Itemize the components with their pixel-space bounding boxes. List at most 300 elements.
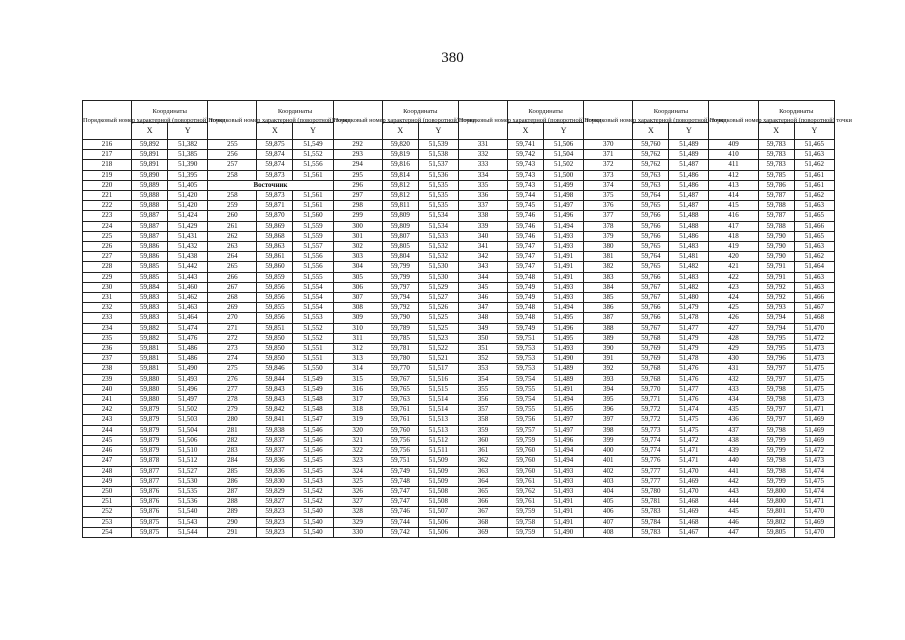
y-coordinate-cell: 51,527	[418, 293, 458, 303]
x-coordinate-cell: 59,829	[257, 486, 293, 496]
x-coordinate-cell: 59,766	[633, 211, 669, 221]
y-coordinate-cell: 51,474	[794, 466, 834, 476]
y-coordinate-cell: 51,513	[418, 425, 458, 435]
y-coordinate-cell: 51,478	[669, 354, 709, 364]
y-coordinate-cell: 51,471	[669, 456, 709, 466]
x-coordinate-cell: 59,749	[508, 293, 544, 303]
y-coordinate-cell: 51,546	[293, 425, 333, 435]
x-coordinate-cell: 59,748	[508, 303, 544, 313]
x-coordinate-cell: 59,761	[382, 405, 418, 415]
table-row	[83, 364, 835, 374]
point-number-cell: 404	[584, 486, 633, 496]
y-coordinate-cell: 51,497	[544, 201, 584, 211]
x-coordinate-cell: 59,873	[257, 191, 293, 201]
y-coordinate-cell: 51,554	[293, 293, 333, 303]
y-coordinate-cell: 51,466	[794, 293, 834, 303]
y-coordinate-cell: 51,486	[168, 354, 208, 364]
x-coordinate-cell: 59,859	[257, 272, 293, 282]
point-number-cell: 264	[208, 252, 257, 262]
point-number-cell: 232	[83, 303, 132, 313]
y-coordinate-cell: 51,508	[418, 486, 458, 496]
y-coordinate-cell: 51,497	[168, 395, 208, 405]
point-number-cell: 310	[333, 323, 382, 333]
point-number-cell: 294	[333, 160, 382, 170]
point-number-cell: 265	[208, 262, 257, 272]
y-coordinate-cell: 51,514	[418, 395, 458, 405]
y-coordinate-cell: 51,521	[418, 354, 458, 364]
y-coordinate-cell: 51,499	[544, 180, 584, 190]
point-number-cell: 421	[709, 262, 758, 272]
x-coordinate-cell: 59,745	[508, 201, 544, 211]
y-coordinate-cell: 51,502	[168, 405, 208, 415]
table-row	[83, 191, 835, 201]
x-coordinate-cell: 59,762	[633, 160, 669, 170]
point-number-cell: 416	[709, 211, 758, 221]
y-coordinate-cell: 51,493	[544, 344, 584, 354]
y-coordinate-cell: 51,487	[669, 160, 709, 170]
y-coordinate-cell: 51,474	[168, 323, 208, 333]
y-coordinate-cell: 51,476	[669, 364, 709, 374]
point-number-cell: 348	[458, 313, 507, 323]
y-coordinate-cell: 51,465	[794, 140, 834, 150]
x-coordinate-cell: 59,798	[758, 395, 794, 405]
table-row	[83, 323, 835, 333]
table-row	[83, 507, 835, 517]
y-coordinate-cell: 51,537	[418, 160, 458, 170]
y-coordinate-cell: 51,493	[544, 466, 584, 476]
y-coordinate-cell: 51,540	[293, 507, 333, 517]
y-coordinate-cell: 51,486	[168, 344, 208, 354]
y-coordinate-cell: 51,517	[418, 364, 458, 374]
x-coordinate-cell: 59,799	[758, 446, 794, 456]
point-number-cell: 249	[83, 476, 132, 486]
point-number-cell: 353	[458, 364, 507, 374]
y-coordinate-cell: 51,482	[669, 282, 709, 292]
point-number-cell: 235	[83, 333, 132, 343]
y-coordinate-cell: 51,495	[544, 405, 584, 415]
y-coordinate-cell: 51,545	[293, 466, 333, 476]
point-number-cell: 298	[333, 201, 382, 211]
point-number-cell: 226	[83, 242, 132, 252]
y-coordinate-cell: 51,475	[794, 374, 834, 384]
x-coordinate-cell: 59,774	[633, 435, 669, 445]
y-axis-header: Y	[418, 123, 458, 140]
y-coordinate-cell: 51,532	[418, 252, 458, 262]
x-coordinate-cell: 59,784	[633, 517, 669, 527]
point-number-cell: 355	[458, 384, 507, 394]
x-coordinate-cell: 59,760	[508, 446, 544, 456]
x-coordinate-cell: 59,765	[633, 242, 669, 252]
y-coordinate-cell: 51,481	[669, 252, 709, 262]
point-number-cell: 333	[458, 160, 507, 170]
y-coordinate-cell: 51,535	[168, 486, 208, 496]
point-number-cell: 254	[83, 527, 132, 537]
x-coordinate-cell: 59,809	[382, 211, 418, 221]
y-coordinate-cell: 51,508	[418, 497, 458, 507]
point-number-cell: 239	[83, 374, 132, 384]
y-coordinate-cell: 51,477	[669, 384, 709, 394]
y-coordinate-cell: 51,465	[794, 231, 834, 241]
x-coordinate-cell: 59,760	[633, 140, 669, 150]
x-coordinate-cell: 59,788	[758, 201, 794, 211]
x-coordinate-cell: 59,836	[257, 466, 293, 476]
point-number-cell: 350	[458, 333, 507, 343]
x-coordinate-cell: 59,763	[633, 180, 669, 190]
x-coordinate-cell: 59,790	[758, 231, 794, 241]
x-coordinate-cell: 59,856	[257, 293, 293, 303]
point-number-cell: 380	[584, 242, 633, 252]
point-number-cell: 332	[458, 150, 507, 160]
x-coordinate-cell: 59,879	[132, 405, 168, 415]
x-coordinate-cell: 59,841	[257, 415, 293, 425]
x-coordinate-cell: 59,795	[758, 344, 794, 354]
point-number-cell: 272	[208, 333, 257, 343]
y-coordinate-cell: 51,462	[794, 252, 834, 262]
y-coordinate-cell: 51,470	[669, 486, 709, 496]
point-number-header: Порядковый номер характерной (поворотной) точки	[208, 101, 257, 140]
x-coordinate-cell: 59,886	[132, 252, 168, 262]
point-number-cell: 399	[584, 435, 633, 445]
y-coordinate-cell: 51,462	[794, 160, 834, 170]
table-row	[83, 405, 835, 415]
point-number-cell: 276	[208, 374, 257, 384]
point-number-cell: 299	[333, 211, 382, 221]
y-coordinate-cell: 51,507	[418, 507, 458, 517]
point-number-cell: 286	[208, 476, 257, 486]
y-coordinate-cell: 51,544	[168, 527, 208, 537]
point-number-cell: 271	[208, 323, 257, 333]
table-row	[83, 486, 835, 496]
x-coordinate-cell: 59,748	[382, 476, 418, 486]
point-number-cell: 252	[83, 507, 132, 517]
y-coordinate-cell: 51,506	[418, 517, 458, 527]
x-coordinate-cell: 59,744	[508, 191, 544, 201]
y-coordinate-cell: 51,496	[544, 435, 584, 445]
point-number-cell: 284	[208, 456, 257, 466]
y-coordinate-cell: 51,443	[168, 272, 208, 282]
x-coordinate-cell: 59,781	[633, 497, 669, 507]
x-coordinate-cell: 59,751	[382, 456, 418, 466]
point-number-cell: 408	[584, 527, 633, 537]
y-coordinate-cell: 51,470	[794, 507, 834, 517]
point-number-cell: 290	[208, 517, 257, 527]
point-number-cell: 309	[333, 313, 382, 323]
coordinates-header: Координаты	[508, 101, 584, 123]
x-coordinate-cell: 59,792	[382, 303, 418, 313]
point-number-cell: 430	[709, 354, 758, 364]
point-number-cell: 324	[333, 466, 382, 476]
y-coordinate-cell: 51,470	[794, 323, 834, 333]
x-coordinate-cell: 59,798	[758, 384, 794, 394]
y-coordinate-cell: 51,463	[794, 282, 834, 292]
point-number-cell: 426	[709, 313, 758, 323]
point-number-cell: 227	[83, 252, 132, 262]
x-coordinate-cell: 59,754	[508, 374, 544, 384]
coordinates-table	[82, 100, 852, 538]
x-coordinate-cell: 59,747	[508, 252, 544, 262]
point-number-cell: 371	[584, 150, 633, 160]
y-axis-header: Y	[168, 123, 208, 140]
point-number-cell: 253	[83, 517, 132, 527]
point-number-cell: 317	[333, 395, 382, 405]
point-number-cell: 342	[458, 252, 507, 262]
point-number-cell: 297	[333, 191, 382, 201]
table-row	[83, 425, 835, 435]
y-coordinate-cell: 51,553	[293, 313, 333, 323]
y-coordinate-cell: 51,497	[544, 425, 584, 435]
x-coordinate-cell: 59,761	[508, 476, 544, 486]
x-coordinate-cell: 59,799	[382, 262, 418, 272]
y-coordinate-cell: 51,442	[168, 262, 208, 272]
x-coordinate-cell: 59,753	[508, 364, 544, 374]
table-row	[83, 456, 835, 466]
y-coordinate-cell: 51,506	[544, 140, 584, 150]
point-number-cell: 283	[208, 446, 257, 456]
y-coordinate-cell: 51,470	[669, 466, 709, 476]
point-number-cell: 446	[709, 517, 758, 527]
point-number-cell: 419	[709, 242, 758, 252]
x-coordinate-cell: 59,771	[633, 395, 669, 405]
x-coordinate-cell: 59,819	[382, 150, 418, 160]
y-coordinate-cell: 51,555	[293, 272, 333, 282]
point-number-cell: 369	[458, 527, 507, 537]
y-coordinate-cell: 51,551	[293, 354, 333, 364]
y-coordinate-cell: 51,548	[293, 405, 333, 415]
point-number-cell: 301	[333, 231, 382, 241]
x-coordinate-cell: 59,769	[633, 354, 669, 364]
y-coordinate-cell: 51,491	[544, 497, 584, 507]
x-coordinate-cell: 59,754	[508, 395, 544, 405]
point-number-cell: 236	[83, 344, 132, 354]
y-coordinate-cell: 51,561	[293, 201, 333, 211]
x-coordinate-cell: 59,762	[508, 486, 544, 496]
x-coordinate-cell: 59,800	[758, 486, 794, 496]
point-number-cell: 340	[458, 231, 507, 241]
y-coordinate-cell: 51,542	[293, 486, 333, 496]
point-number-cell: 398	[584, 425, 633, 435]
y-coordinate-cell: 51,506	[418, 527, 458, 537]
x-coordinate-cell: 59,768	[633, 364, 669, 374]
x-coordinate-cell: 59,787	[758, 211, 794, 221]
x-coordinate-cell: 59,891	[132, 150, 168, 160]
x-coordinate-cell: 59,747	[508, 242, 544, 252]
y-coordinate-cell: 51,473	[794, 344, 834, 354]
y-coordinate-cell: 51,473	[794, 354, 834, 364]
y-coordinate-cell: 51,496	[544, 211, 584, 221]
y-coordinate-cell: 51,545	[293, 456, 333, 466]
y-coordinate-cell: 51,561	[293, 170, 333, 180]
x-coordinate-cell: 59,760	[508, 466, 544, 476]
y-coordinate-cell: 51,556	[293, 160, 333, 170]
y-coordinate-cell: 51,494	[544, 456, 584, 466]
point-number-cell: 445	[709, 507, 758, 517]
point-number-cell: 229	[83, 272, 132, 282]
y-coordinate-cell: 51,420	[168, 201, 208, 211]
y-coordinate-cell: 51,523	[418, 333, 458, 343]
x-coordinate-cell: 59,860	[257, 262, 293, 272]
y-coordinate-cell: 51,490	[544, 527, 584, 537]
y-coordinate-cell: 51,496	[544, 323, 584, 333]
table-row	[83, 160, 835, 170]
table-row	[83, 384, 835, 394]
coordinates-header: Координаты	[633, 101, 709, 123]
x-coordinate-cell: 59,856	[257, 282, 293, 292]
y-coordinate-cell: 51,493	[544, 293, 584, 303]
x-coordinate-cell: 59,876	[132, 507, 168, 517]
point-number-cell: 311	[333, 333, 382, 343]
point-number-cell: 220	[83, 180, 132, 190]
x-coordinate-cell: 59,780	[633, 486, 669, 496]
x-axis-header: X	[132, 123, 168, 140]
point-number-cell: 274	[208, 354, 257, 364]
table-row	[83, 282, 835, 292]
point-number-cell: 354	[458, 374, 507, 384]
point-number-cell: 222	[83, 201, 132, 211]
y-coordinate-cell: 51,491	[544, 262, 584, 272]
x-coordinate-cell: 59,746	[382, 507, 418, 517]
x-coordinate-cell: 59,892	[132, 140, 168, 150]
point-number-cell: 316	[333, 384, 382, 394]
y-coordinate-cell: 51,491	[544, 517, 584, 527]
point-number-cell: 381	[584, 252, 633, 262]
x-coordinate-cell: 59,890	[132, 170, 168, 180]
y-coordinate-cell: 51,464	[794, 262, 834, 272]
point-number-cell: 245	[83, 435, 132, 445]
point-number-cell: 347	[458, 303, 507, 313]
x-coordinate-cell: 59,766	[633, 272, 669, 282]
y-coordinate-cell: 51,504	[168, 425, 208, 435]
y-coordinate-cell: 51,516	[418, 374, 458, 384]
x-coordinate-cell: 59,766	[633, 221, 669, 231]
point-number-cell: 329	[333, 517, 382, 527]
table-body	[83, 140, 835, 538]
point-number-cell: 418	[709, 231, 758, 241]
table-row	[83, 180, 835, 190]
y-coordinate-cell: 51,493	[168, 374, 208, 384]
point-number-cell: 420	[709, 252, 758, 262]
y-coordinate-cell: 51,390	[168, 160, 208, 170]
point-number-cell: 413	[709, 180, 758, 190]
x-coordinate-cell: 59,755	[508, 405, 544, 415]
point-number-cell: 281	[208, 425, 257, 435]
point-number-cell: 248	[83, 466, 132, 476]
table-row	[83, 252, 835, 262]
y-coordinate-cell: 51,535	[418, 191, 458, 201]
point-number-cell: 356	[458, 395, 507, 405]
y-coordinate-cell: 51,525	[418, 323, 458, 333]
y-coordinate-cell: 51,494	[544, 221, 584, 231]
point-number-cell: 287	[208, 486, 257, 496]
x-coordinate-cell: 59,764	[633, 252, 669, 262]
point-number-cell: 360	[458, 435, 507, 445]
y-coordinate-cell: 51,461	[794, 180, 834, 190]
point-number-cell: 330	[333, 527, 382, 537]
point-number-cell: 307	[333, 293, 382, 303]
y-coordinate-cell: 51,495	[544, 313, 584, 323]
point-number-cell: 359	[458, 425, 507, 435]
point-number-cell: 410	[709, 150, 758, 160]
table-row	[83, 466, 835, 476]
y-coordinate-cell: 51,556	[293, 262, 333, 272]
point-number-cell: 231	[83, 293, 132, 303]
x-coordinate-cell: 59,855	[257, 303, 293, 313]
x-coordinate-cell: 59,879	[132, 415, 168, 425]
x-coordinate-cell: 59,861	[257, 252, 293, 262]
point-number-cell: 402	[584, 466, 633, 476]
x-coordinate-cell: 59,886	[132, 242, 168, 252]
point-number-cell: 412	[709, 170, 758, 180]
point-number-cell: 436	[709, 415, 758, 425]
x-coordinate-cell: 59,843	[257, 395, 293, 405]
x-coordinate-cell: 59,758	[508, 517, 544, 527]
y-coordinate-cell: 51,475	[669, 425, 709, 435]
point-number-cell: 237	[83, 354, 132, 364]
y-coordinate-cell: 51,491	[544, 272, 584, 282]
x-coordinate-cell: 59,887	[132, 231, 168, 241]
point-number-cell: 319	[333, 415, 382, 425]
y-axis-header: Y	[794, 123, 834, 140]
coordinates-header: Координаты	[257, 101, 333, 123]
x-coordinate-cell: 59,799	[758, 476, 794, 486]
y-coordinate-cell: 51,536	[418, 170, 458, 180]
x-coordinate-cell: 59,878	[132, 456, 168, 466]
x-coordinate-cell: 59,764	[633, 191, 669, 201]
point-number-cell: 425	[709, 303, 758, 313]
point-number-cell: 300	[333, 221, 382, 231]
x-coordinate-cell: 59,880	[132, 395, 168, 405]
point-number-cell: 361	[458, 446, 507, 456]
y-coordinate-cell: 51,534	[418, 221, 458, 231]
table-row	[83, 497, 835, 507]
x-coordinate-cell: 59,879	[132, 446, 168, 456]
y-coordinate-cell: 51,512	[418, 435, 458, 445]
y-coordinate-cell: 51,494	[544, 446, 584, 456]
point-number-cell: 447	[709, 527, 758, 537]
table-row	[83, 517, 835, 527]
x-coordinate-cell: 59,884	[132, 282, 168, 292]
x-coordinate-cell: 59,767	[382, 374, 418, 384]
x-coordinate-cell: 59,790	[382, 313, 418, 323]
y-coordinate-cell: 51,475	[794, 384, 834, 394]
x-coordinate-cell: 59,883	[132, 303, 168, 313]
y-coordinate-cell: 51,552	[293, 323, 333, 333]
point-number-cell: 429	[709, 344, 758, 354]
table-row	[83, 150, 835, 160]
x-coordinate-cell: 59,756	[508, 415, 544, 425]
coordinates-sheet	[82, 100, 852, 538]
y-coordinate-cell: 51,530	[418, 272, 458, 282]
y-coordinate-cell: 51,473	[794, 395, 834, 405]
y-coordinate-cell: 51,420	[168, 191, 208, 201]
point-number-header: Порядковый номер характерной (поворотной) точки	[333, 101, 382, 140]
x-coordinate-cell: 59,889	[132, 180, 168, 190]
point-number-cell: 375	[584, 191, 633, 201]
point-number-cell: 246	[83, 446, 132, 456]
y-coordinate-cell: 51,467	[669, 527, 709, 537]
y-coordinate-cell: 51,491	[544, 384, 584, 394]
x-coordinate-cell: 59,783	[758, 150, 794, 160]
point-number-cell: 352	[458, 354, 507, 364]
point-number-cell: 439	[709, 446, 758, 456]
x-coordinate-cell: 59,761	[508, 497, 544, 507]
x-coordinate-cell: 59,799	[758, 435, 794, 445]
coordinates-header: Координаты	[758, 101, 834, 123]
y-coordinate-cell: 51,479	[669, 344, 709, 354]
y-coordinate-cell: 51,503	[168, 415, 208, 425]
x-coordinate-cell: 59,809	[382, 221, 418, 231]
point-number-cell: 312	[333, 344, 382, 354]
y-coordinate-cell: 51,490	[544, 354, 584, 364]
